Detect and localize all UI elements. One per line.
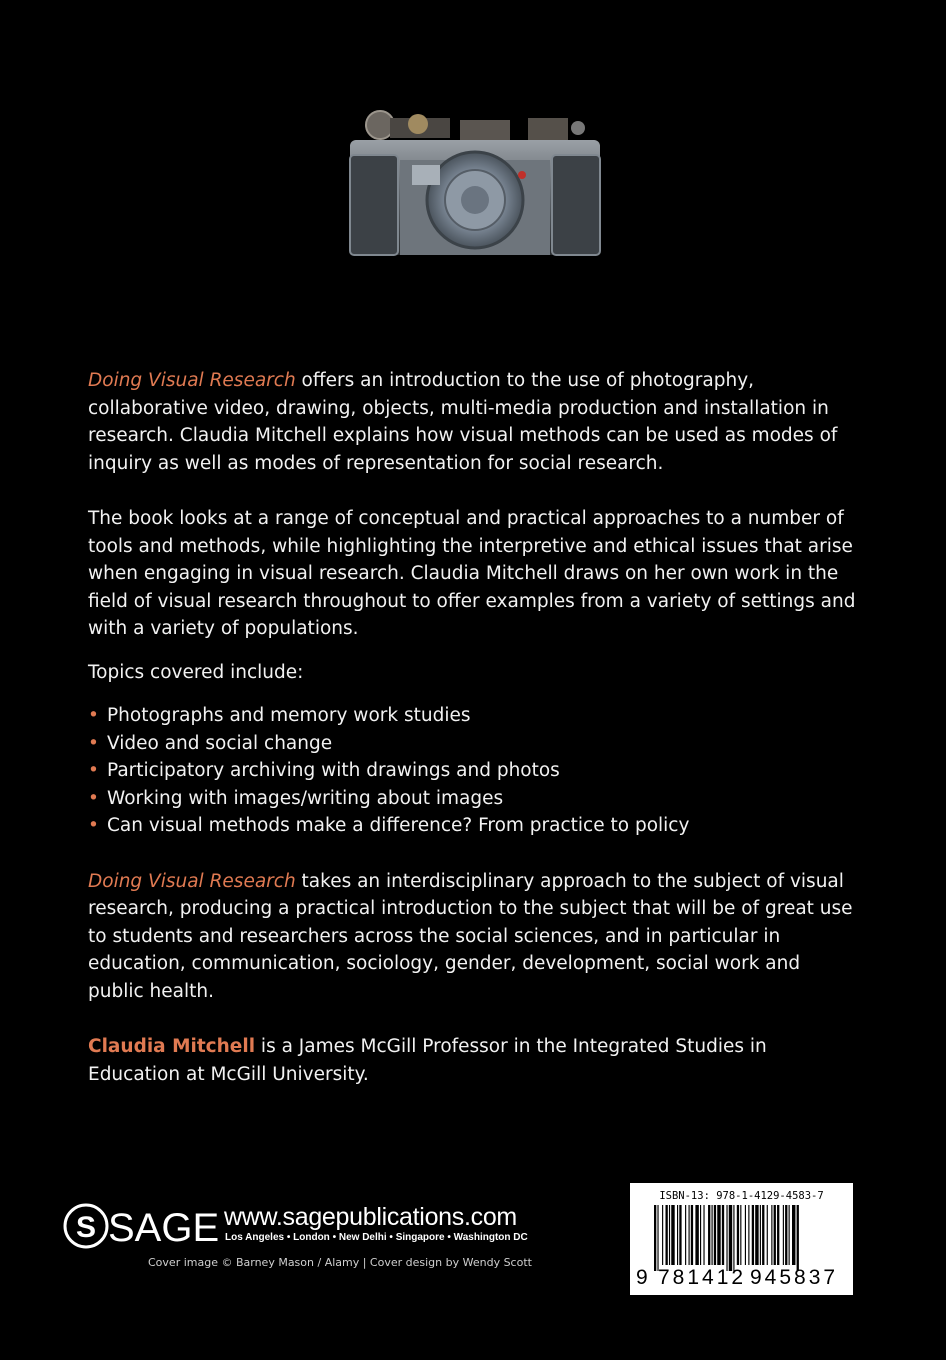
approach-paragraph: The book looks at a range of conceptual and practical approaches to a number of tools and methods, while highlighting the interpretive and ethical issues that arise when engaging in visual research. Claudia Mitchell draws on her own work in the field of visual research throughout to offer examples from a variety of settings and with a variety of populations.: [88, 508, 856, 639]
barcode-bar: [760, 1205, 761, 1265]
barcode-bar: [685, 1205, 686, 1265]
book-title: Doing Visual Research: [88, 370, 296, 391]
sage-logo: [62, 1200, 220, 1252]
barcode-bar: [717, 1205, 720, 1265]
barcode-bar: [691, 1205, 693, 1265]
barcode-bar: [662, 1205, 663, 1265]
barcode-digit-first: 9: [636, 1266, 648, 1289]
barcode-bar: [695, 1205, 698, 1265]
barcode-bar: [700, 1205, 701, 1265]
barcode-bar: [733, 1205, 734, 1271]
barcode: [630, 1183, 853, 1295]
barcode-bar: [654, 1205, 656, 1271]
barcode-bar: [703, 1205, 704, 1265]
sage-logo-text: SAGE: [108, 1206, 220, 1250]
publisher-cities: Los Angeles • London • New Delhi • Singapore • Washington DC: [225, 1232, 528, 1243]
barcode-bar: [679, 1205, 681, 1265]
barcode-bar: [740, 1205, 741, 1265]
barcode-bar: [671, 1205, 674, 1265]
barcode-bar: [657, 1205, 658, 1271]
barcode-bar: [666, 1205, 668, 1265]
camera-icon: [330, 100, 620, 275]
barcode-digits-left: 781412: [658, 1266, 747, 1289]
barcode-bar: [752, 1205, 754, 1265]
topics-heading: Topics covered include:: [88, 661, 304, 683]
barcode-bar: [677, 1205, 678, 1265]
list-item: • Video and social change: [88, 730, 858, 758]
summary-paragraph: Doing Visual Research takes an interdisciplinary approach to the subject of visual research, producing a practical introduction to the subject that will be of great use to students and researchers across the social sciences, and in particular in education, communication, sociology, gender, development, social work and public health.: [88, 870, 853, 1002]
barcode-bar: [792, 1205, 795, 1265]
barcode-bar: [714, 1205, 716, 1265]
barcode-bar: [748, 1205, 749, 1265]
intro-paragraph: Doing Visual Research offers an introduction to the use of photography, collaborative video, drawing, objects, multi-media production and installation in research. Claudia Mitchell explains how visual methods can be used as modes of inquiry as well as modes of representation for social research.: [88, 370, 838, 474]
barcode-bar: [783, 1205, 784, 1265]
svg-text:S: S: [75, 1211, 97, 1244]
barcode-bar: [726, 1205, 727, 1271]
barcode-bar: [785, 1205, 787, 1265]
barcode-bar: [767, 1205, 768, 1265]
list-item: • Can visual methods make a difference? From practice to policy: [88, 812, 858, 840]
barcode-bar: [771, 1205, 772, 1265]
isbn-label: ISBN-13: 978-1-4129-4583-7: [659, 1190, 824, 1202]
barcode-bar: [689, 1205, 690, 1265]
barcode-bar: [774, 1205, 776, 1265]
barcode-bar: [777, 1205, 779, 1265]
barcode-bar: [708, 1205, 710, 1265]
barcode-bar: [729, 1205, 732, 1271]
barcode-bar: [722, 1205, 724, 1265]
barcode-bar: [745, 1205, 746, 1265]
barcode-bar: [669, 1205, 670, 1265]
book-title: Doing Visual Research: [88, 870, 296, 892]
author-paragraph: Claudia Mitchell is a James McGill Professor in the Integrated Studies in Education at McGill University.: [88, 1036, 767, 1085]
list-item: • Photographs and memory work studies: [88, 702, 858, 730]
cover-credits: Cover image © Barney Mason / Alamy | Cover design by Wendy Scott: [148, 1256, 532, 1269]
barcode-bar: [712, 1205, 713, 1265]
barcode-bar: [789, 1205, 790, 1265]
list-item: • Working with images/writing about images: [88, 785, 858, 813]
barcode-digits-right: 945837: [750, 1266, 839, 1289]
publisher-url: www.sagepublications.com: [224, 1203, 517, 1231]
barcode-bar: [797, 1205, 799, 1271]
description: [88, 367, 858, 1088]
topics-list: [88, 702, 858, 840]
author-name: Claudia Mitchell: [88, 1036, 256, 1057]
barcode-bar: [762, 1205, 764, 1265]
barcode-bar: [737, 1205, 739, 1265]
barcode-bar: [755, 1205, 758, 1265]
list-item: • Participatory archiving with drawings and photos: [88, 757, 858, 785]
